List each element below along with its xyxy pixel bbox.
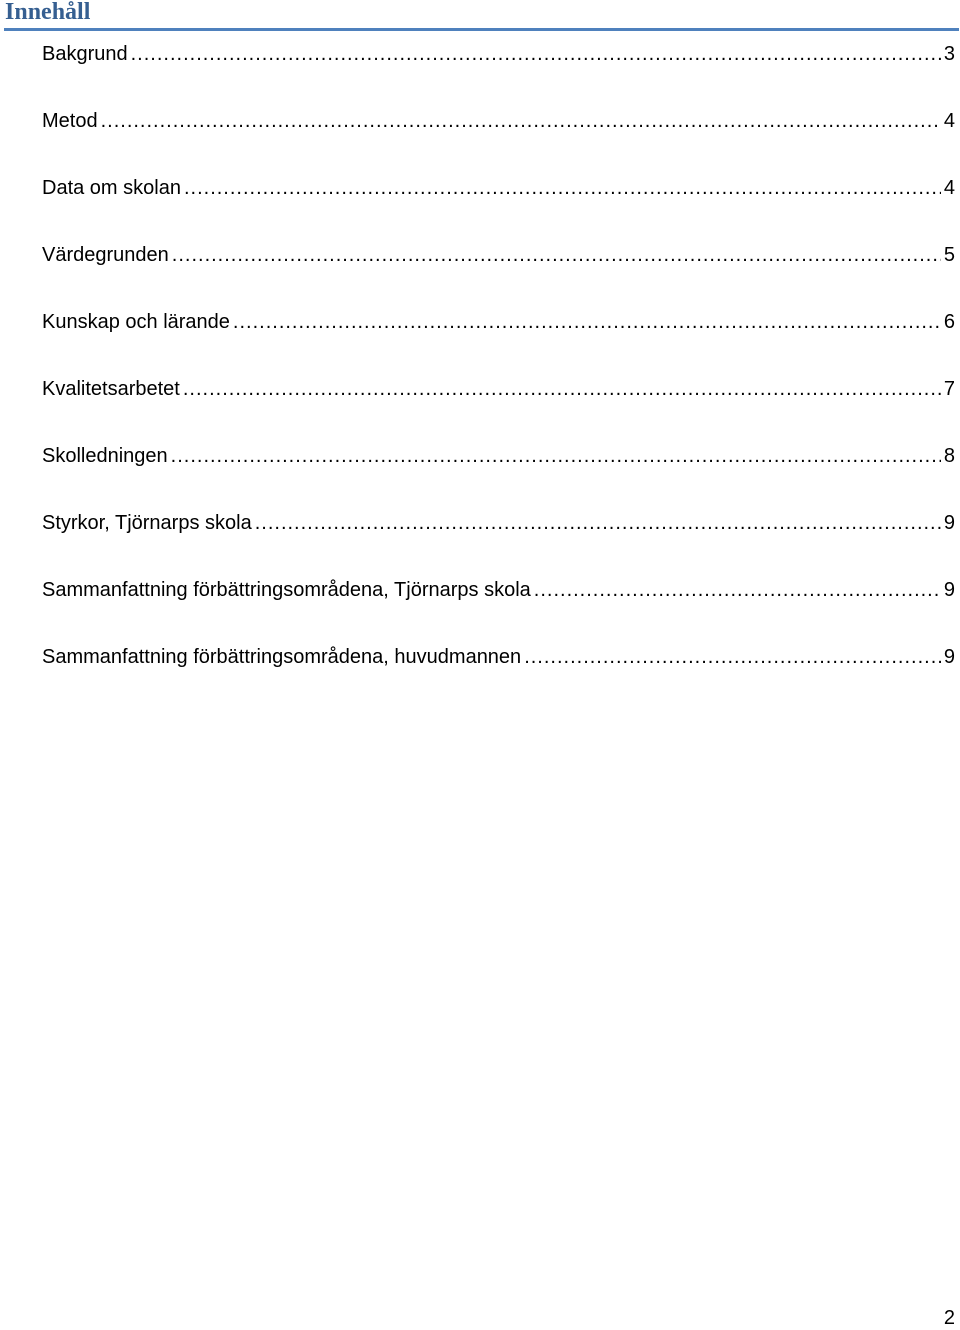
- toc-entry-title: Data om skolan: [42, 177, 181, 199]
- toc-entry-title: Skolledningen: [42, 445, 168, 467]
- toc-entry-page: 3: [943, 43, 955, 65]
- toc-entry-page: 6: [943, 311, 955, 333]
- toc-entry-title: Värdegrunden: [42, 244, 169, 266]
- toc-entry-sammanfattning-skola[interactable]: [42, 574, 955, 641]
- toc-dot-leader: [524, 641, 941, 673]
- toc-entry-data-om-skolan[interactable]: [42, 172, 955, 239]
- toc-heading-text: Innehåll: [5, 0, 91, 25]
- toc-dot-leader: [171, 440, 941, 472]
- toc-entry-styrkor[interactable]: [42, 507, 955, 574]
- toc-dot-leader: [172, 239, 941, 271]
- toc-entry-title: Kunskap och lärande: [42, 311, 230, 333]
- toc-entry-title: Metod: [42, 110, 98, 132]
- toc-entry-skolledningen[interactable]: [42, 440, 955, 507]
- toc-entry-page: 7: [943, 378, 955, 400]
- toc-entry-vardegrunden[interactable]: [42, 239, 955, 306]
- toc-dot-leader: [255, 507, 941, 539]
- toc-entry-bakgrund[interactable]: [42, 38, 955, 105]
- toc-list: [42, 38, 955, 708]
- toc-dot-leader: [101, 105, 941, 137]
- toc-entry-metod[interactable]: [42, 105, 955, 172]
- toc-entry-title: Styrkor, Tjörnarps skola: [42, 512, 252, 534]
- toc-heading: [4, 0, 959, 31]
- toc-dot-leader: [184, 172, 941, 204]
- toc-dot-leader: [183, 373, 941, 405]
- toc-entry-title: Sammanfattning förbättringsområdena, huvudmannen: [42, 646, 522, 668]
- toc-dot-leader: [131, 38, 941, 70]
- toc-entry-sammanfattning-huvudmannen[interactable]: [42, 641, 955, 708]
- toc-dot-leader: [534, 574, 941, 606]
- toc-entry-page: 8: [943, 445, 955, 467]
- page-number: 2: [943, 1307, 955, 1329]
- toc-entry-page: 9: [943, 512, 955, 534]
- toc-entry-kunskap-och-larande[interactable]: [42, 306, 955, 373]
- toc-entry-title: Bakgrund: [42, 43, 128, 65]
- toc-entry-page: 9: [943, 579, 955, 601]
- toc-entry-page: 4: [943, 110, 955, 132]
- toc-entry-page: 4: [943, 177, 955, 199]
- toc-dot-leader: [233, 306, 941, 338]
- toc-entry-title: Kvalitetsarbetet: [42, 378, 180, 400]
- toc-entry-page: 5: [943, 244, 955, 266]
- toc-entry-page: 9: [943, 646, 955, 668]
- toc-entry-title: Sammanfattning förbättringsområdena, Tjörnarps skola: [42, 579, 531, 601]
- toc-entry-kvalitetsarbetet[interactable]: [42, 373, 955, 440]
